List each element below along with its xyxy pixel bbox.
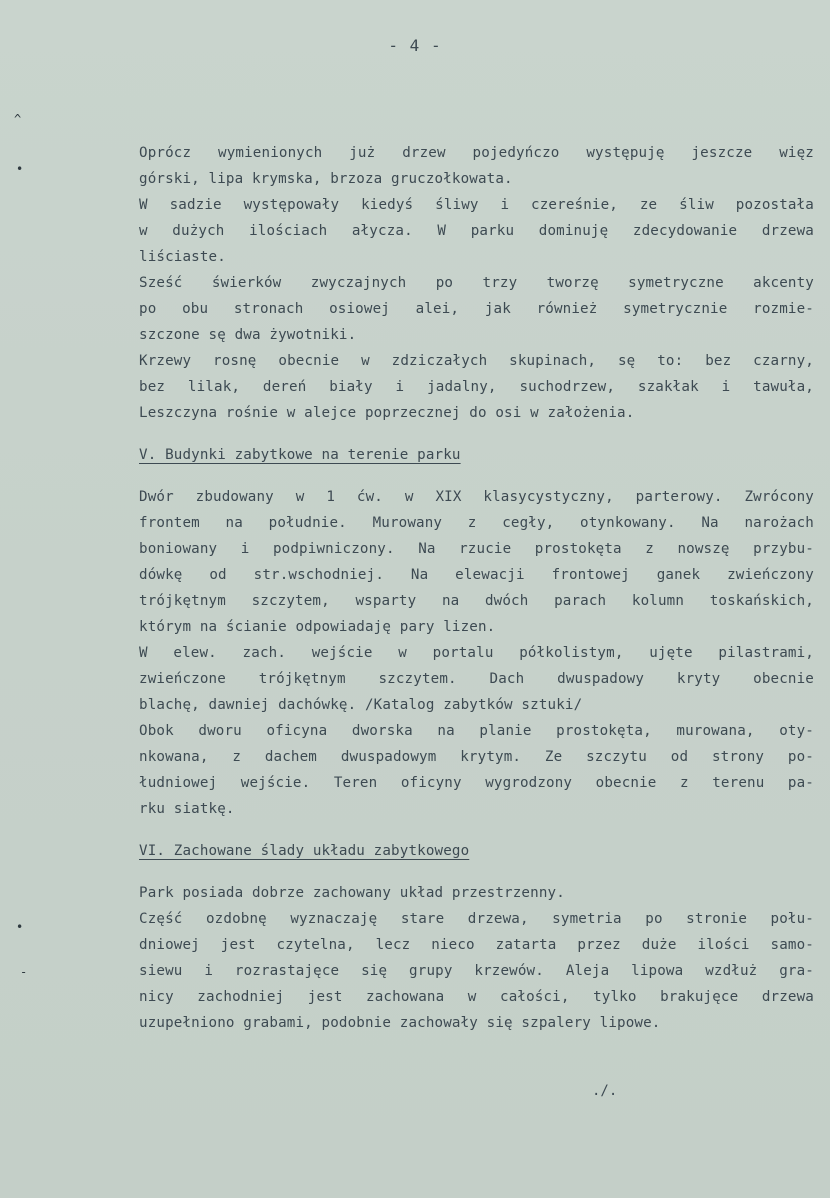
text-line: Krzewy rosnę obecnie w zdziczałych skupinach, sę to: bez czarny,: [139, 353, 814, 369]
margin-mark: -: [20, 965, 28, 979]
text-line: górski, lipa krymska, brzoza gruczołkowata.: [139, 171, 513, 187]
text-line: Leszczyna rośnie w alejce poprzecznej do osi w założenia.: [139, 405, 635, 421]
text-line: dówkę od str.wschodniej. Na elewacji frontowej ganek zwieńczony: [139, 567, 814, 583]
margin-mark: •: [16, 162, 24, 176]
continuation-mark: ./.: [592, 1083, 618, 1099]
section-heading-vi: [139, 838, 814, 864]
text-line: którym na ścianie odpowiadaję pary lizen.: [139, 619, 496, 635]
text-line: trójkętnym szczytem, wsparty na dwóch parach kolumn toskańskich,: [139, 593, 814, 609]
text-line: nkowana, z dachem dwuspadowym krytym. Ze szczytu od strony po-: [139, 749, 814, 765]
text-line: dniowej jest czytelna, lecz nieco zatarta przez duże ilości samo-: [139, 937, 814, 953]
text-line: szczone sę dwa żywotniki.: [139, 327, 357, 343]
text-line: zwieńczone trójkętnym szczytem. Dach dwuspadowy kryty obecnie: [139, 671, 814, 687]
paragraph-trees: [139, 140, 814, 426]
section-heading: V. Budynki zabytkowe na terenie parku: [139, 447, 461, 463]
text-line: po obu stronach osiowej alei, jak również symetrycznie rozmie-: [139, 301, 814, 317]
text-line: uzupełniono grabami, podobnie zachowały się szpalery lipowe.: [139, 1015, 661, 1031]
margin-mark: •: [16, 920, 24, 934]
text-line: w dużych ilościach ałycza. W parku dominuję zdecydowanie drzewa: [139, 223, 814, 239]
text-line: Park posiada dobrze zachowany układ przestrzenny.: [139, 885, 565, 901]
section-heading-v: [139, 442, 814, 468]
text-line: W elew. zach. wejście w portalu półkolistym, ujęte pilastrami,: [139, 645, 814, 661]
paragraph-layout: [139, 880, 814, 1036]
text-line: Oprócz wymienionych już drzew pojedyńczo występuję jeszcze więz: [139, 145, 814, 161]
text-line: frontem na południe. Murowany z cegły, otynkowany. Na narożach: [139, 515, 814, 531]
text-line: siewu i rozrastajęce się grupy krzewów. Aleja lipowa wzdłuż gra-: [139, 963, 814, 979]
text-line: Część ozdobnę wyznaczaję stare drzewa, symetria po stronie połu-: [139, 911, 814, 927]
text-line: bez lilak, dereń biały i jadalny, suchodrzew, szakłak i tawuła,: [139, 379, 814, 395]
text-line: boniowany i podpiwniczony. Na rzucie prostokęta z nowszę przybu-: [139, 541, 814, 557]
text-line: Dwór zbudowany w 1 ćw. w XIX klasycystyczny, parterowy. Zwrócony: [139, 489, 814, 505]
text-line: blachę, dawniej dachówkę. /Katalog zabytków sztuki/: [139, 697, 583, 713]
text-line: nicy zachodniej jest zachowana w całości, tylko brakujęce drzewa: [139, 989, 814, 1005]
margin-mark: ^: [14, 112, 22, 126]
text-line: W sadzie występowały kiedyś śliwy i czereśnie, ze śliw pozostała: [139, 197, 814, 213]
text-line: łudniowej wejście. Teren oficyny wygrodzony obecnie z terenu pa-: [139, 775, 814, 791]
paragraph-buildings: [139, 484, 814, 822]
section-heading: VI. Zachowane ślady układu zabytkowego: [139, 843, 470, 859]
page-number: - 4 -: [388, 36, 442, 55]
text-line: rku siatkę.: [139, 801, 235, 817]
text-line: liściaste.: [139, 249, 226, 265]
text-line: Sześć świerków zwyczajnych po trzy tworzę symetryczne akcenty: [139, 275, 814, 291]
text-line: Obok dworu oficyna dworska na planie prostokęta, murowana, oty-: [139, 723, 814, 739]
